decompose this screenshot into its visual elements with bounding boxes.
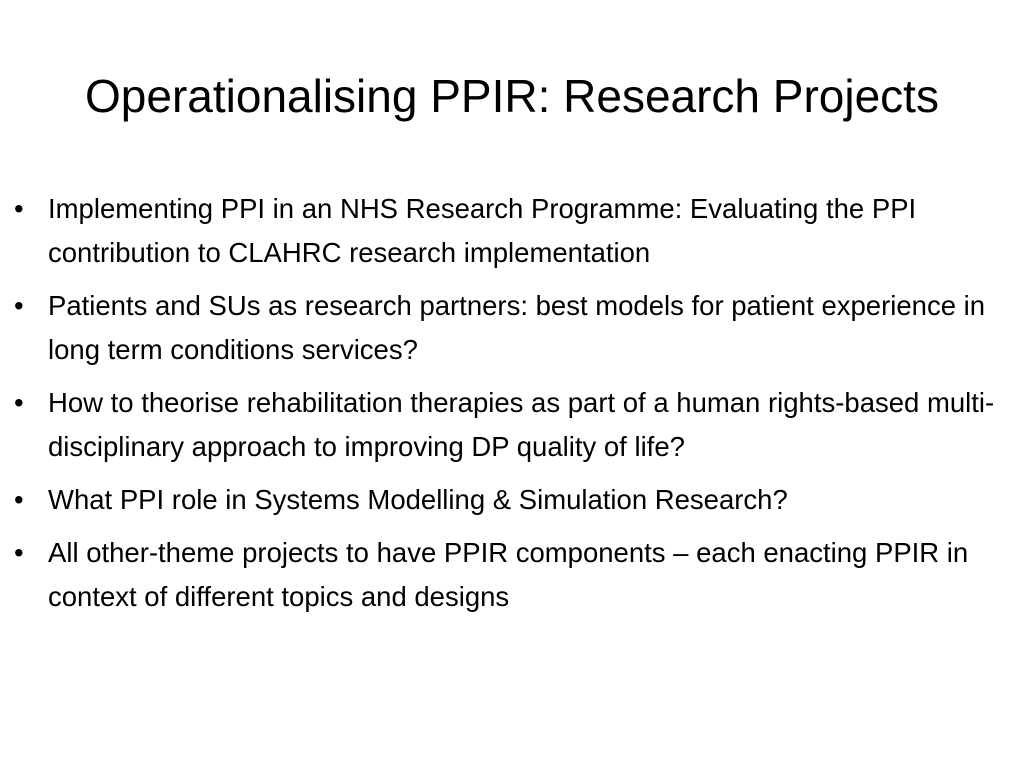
bullet-text: Patients and SUs as research partners: best models for patient experience in long term conditions services? bbox=[48, 290, 986, 365]
bullet-item bbox=[14, 381, 1018, 469]
bullet-text: How to theorise rehabilitation therapies as part of a human rights-based multi-disciplinary approach to improving DP quality of life? bbox=[48, 387, 995, 462]
bullet-item bbox=[14, 284, 1018, 372]
bullet-dot-icon: • bbox=[14, 537, 24, 568]
bullet-dot-icon: • bbox=[14, 484, 24, 515]
slide-title: Operationalising PPIR: Research Projects bbox=[85, 70, 939, 122]
bullet-item bbox=[14, 187, 1018, 275]
bullet-text: Implementing PPI in an NHS Research Programme: Evaluating the PPI contribution to CLAHRC research implementation bbox=[48, 193, 917, 268]
bullet-list bbox=[14, 187, 1018, 628]
bullet-text: All other-theme projects to have PPIR components – each enacting PPIR in context of different topics and designs bbox=[48, 537, 969, 612]
bullet-dot-icon: • bbox=[14, 193, 24, 224]
bullet-item bbox=[14, 478, 1018, 522]
bullet-item bbox=[14, 531, 1018, 619]
bullet-dot-icon: • bbox=[14, 290, 24, 321]
bullet-dot-icon: • bbox=[14, 387, 24, 418]
bullet-text: What PPI role in Systems Modelling & Simulation Research? bbox=[48, 484, 788, 515]
